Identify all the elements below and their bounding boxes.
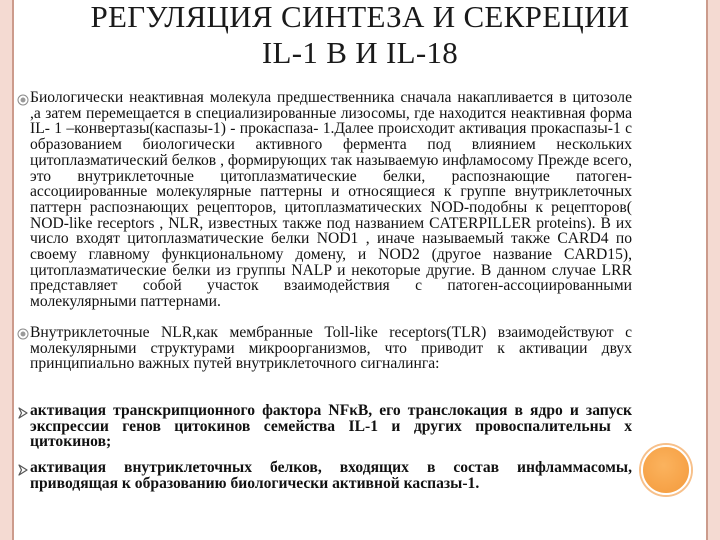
arrowhead-icon [17, 407, 29, 419]
slide-title-line1: РЕГУЛЯЦИЯ СИНТЕЗА И СЕКРЕЦИИ [90, 0, 630, 34]
slide-title-line2: IL-1 В И IL-18 [261, 35, 459, 70]
left-border [0, 0, 12, 540]
right-border [708, 0, 720, 540]
right-border-line [706, 0, 708, 540]
paragraph-3: активация транскрипционного фактора NFκB, его транслокация в ядро и запуск экспрессии генов цитокинов семейства IL-1 и других провоспалительны х цитокинов; [30, 402, 632, 451]
circled-dot-icon [17, 94, 29, 106]
arrowhead-icon [17, 464, 29, 476]
paragraph-2: Внутриклеточные NLR,как мембранные Toll-like receptors(TLR) взаимодействуют с молекулярными структурами микроорганизмов, что приводит к активации двух принципиально важных путей внутриклеточного сигналинга: [30, 324, 632, 373]
paragraph-4: активация внутриклеточных белков, входящих в состав инфламмасомы, приводящая к образованию биологически активной каспазы-1. [30, 459, 632, 492]
left-border-line [12, 0, 14, 540]
circled-dot-icon [17, 328, 29, 340]
decorative-orange-circle [641, 445, 691, 495]
paragraph-1: Биологически неактивная молекула предшественника сначала накапливается в цитозоле ,а затем перемещается в специализированные лизосомы, где находится неактивная форма IL- 1 –конвертазы(каспазы-1) - прокаспаза- 1.Далее происходит активация прокаспазы-1 с образованием биологически активного фермента под влиянием нескольких цитоплазматический белков , формирующих так называемую инфламосому Прежде всего, это внутриклеточные цитоплазматические белки, распознающие патоген-ассоциированные молекулярные паттерны и относящиеся к группе внутриклеточных паттерн распознающих рецепторов, цитоплазматических NOD-подобны к рецепторов( NOD-like receptors , NLR, известных также под названием CATERPILLER proteins). В их число входят цитоплазматические белки NOD1 , иначе называемый также CARD4 по своему главному функциональному домену, и NOD2 (другое название CARD15), цитоплазматические белки из группы NALP и некоторые другие. В данном случае LRR представляет собой участок взаимодействия с патоген-ассоциированными молекулярными паттернами. [30, 89, 632, 311]
